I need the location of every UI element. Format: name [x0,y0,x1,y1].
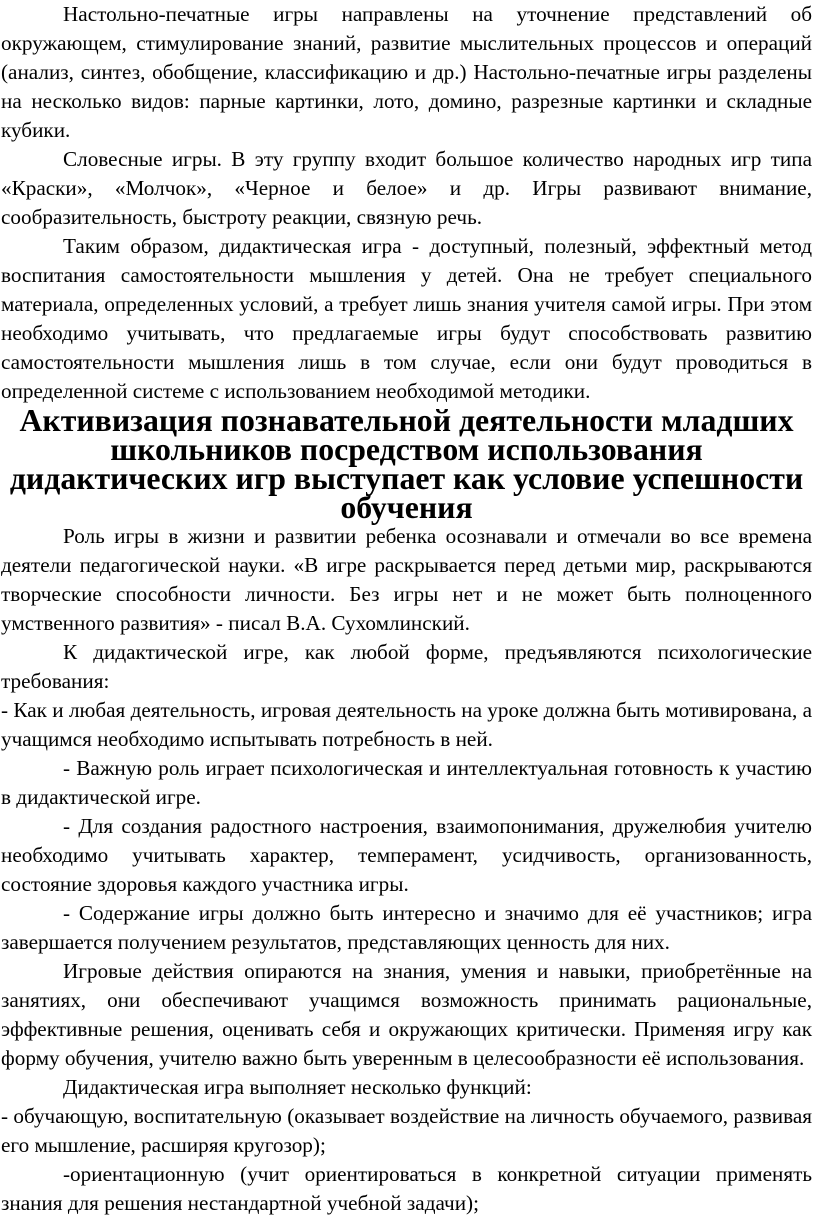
list-item-motivation: - Как и любая деятельность, игровая деятельность на уроке должна быть мотивирована, а учащимся необходимо испытывать потребность в ней. [1,698,812,751]
paragraph-game-actions: Игровые действия опираются на знания, умения и навыки, приобретённые на занятиях, они обеспечивают учащимся возможность принимать рациональные, эффективные решения, оценивать себя и окружающих критически. Применяя игру как форму обучения, учителю важно быть уверенным в целесообразности её использования. [1,959,812,1070]
list-item-mood: - Для создания радостного настроения, взаимопонимания, дружелюбия учителю необходимо учитывать характер, темперамент, усидчивость, организованность, состояние здоровья каждого участника игры. [1,814,812,896]
paragraph-role-of-play: Роль игры в жизни и развитии ребенка осознавали и отмечали во все времена деятели педагогической науки. «В игре раскрывается перед детьми мир, раскрываются творческие способности личности. Без игры нет и не может быть полноценного умственного развития» - писал В.А. Сухомлинский. [1,524,812,635]
list-item-content: - Содержание игры должно быть интересно и значимо для её участников; игра завершается получением результатов, представляющих ценность для них. [1,901,812,954]
section-heading: Активизация познавательной деятельности младших школьников посредством использования дидактических игр выступает как условие успешности обучения [9,403,804,525]
paragraph-functions-intro: Дидактическая игра выполняет несколько функций: [63,1075,532,1099]
paragraph-conclusion: Таким образом, дидактическая игра - доступный, полезный, эффектный метод воспитания самостоятельности мышления у детей. Она не требует специального материала, определенных условий, а требует лишь знания учителя самой игры. При этом необходимо учитывать, что предлагаемые игры будут способствовать развитию самостоятельности мышления лишь в том случае, если они будут проводиться в определенной системе с использованием необходимой методики. [1,234,812,403]
paragraph-board-games: Настольно-печатные игры направлены на уточнение представлений об окружающем, стимулирование знаний, развитие мыслительных процессов и операций (анализ, синтез, обобщение, классификацию и др.) Настольно-печатные игры разделены на несколько видов: парные картинки, лото, домино, разрезные картинки и складные кубики. [1,2,812,142]
list-item-orientation-function: -ориентационную (учит ориентироваться в конкретной ситуации применять знания для решения нестандартной учебной задачи); [1,1162,812,1215]
paragraph-requirements-intro: К дидактической игре, как любой форме, предъявляются психологические требования: [1,640,812,693]
list-item-readiness: - Важную роль играет психологическая и интеллектуальная готовность к участию в дидактической игре. [1,756,812,809]
list-item-teaching-function: - обучающую, воспитательную (оказывает воздействие на личность обучаемого, развивая его мышление, расширяя кругозор); [1,1104,812,1157]
paragraph-word-games: Словесные игры. В эту группу входит большое количество народных игр типа «Краски», «Молчок», «Черное и белое» и др. Игры развивают внимание, сообразительность, быстроту реакции, связную речь. [1,147,812,229]
